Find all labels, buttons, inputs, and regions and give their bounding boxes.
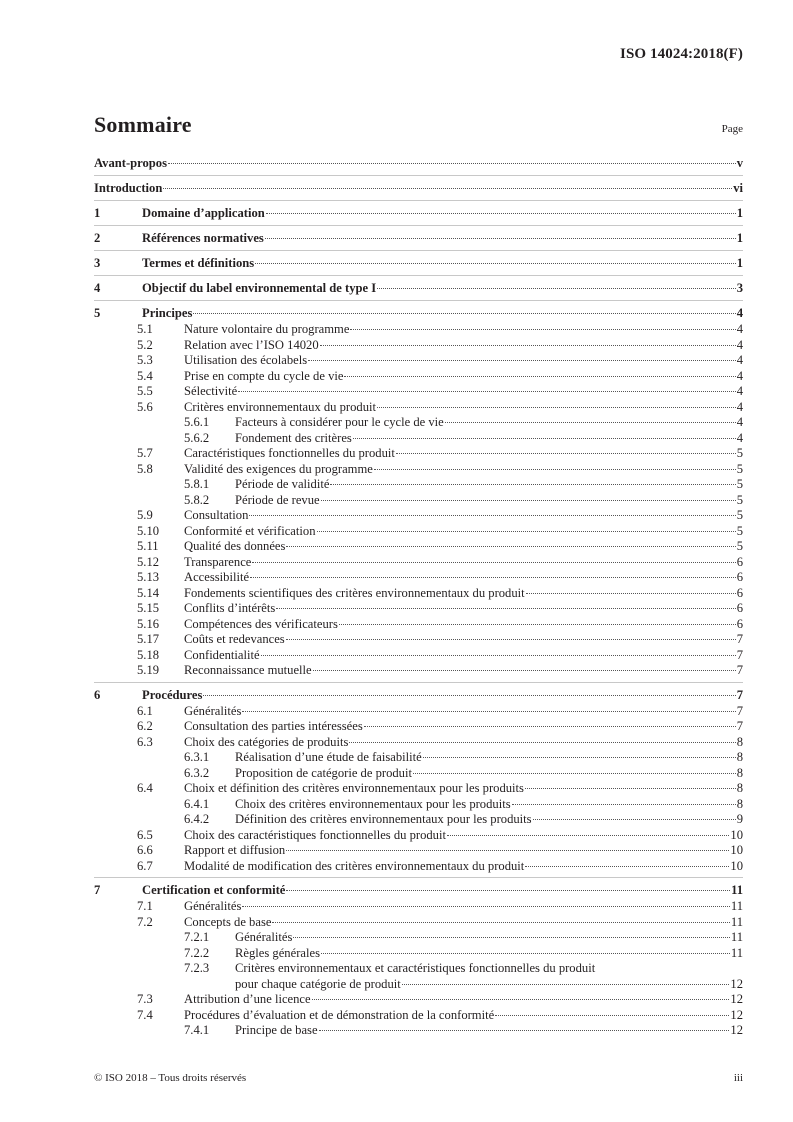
toc-entry-5-19[interactable] [94, 663, 743, 679]
toc-entry-label: Consultation des parties intéressées [184, 719, 363, 733]
toc-entry-page: 7 [736, 703, 743, 718]
toc-entry-line2 [235, 977, 743, 993]
leader-dots [265, 238, 736, 239]
toc-entry-number: 5.7 [137, 446, 153, 460]
toc-entry-number: 7.2 [137, 914, 153, 929]
toc-entry-label: Compétences des vérificateurs [184, 616, 338, 631]
toc-entry-5-15[interactable] [94, 601, 743, 617]
toc-entry-page: 5 [736, 461, 743, 476]
toc-entry-6-4-1[interactable] [94, 797, 743, 813]
leader-dots [330, 484, 735, 485]
toc-entry-5-7[interactable] [94, 446, 743, 462]
toc-entry-number: 7.4.1 [184, 1023, 210, 1037]
leader-dots [250, 577, 736, 578]
toc-entry-page: 3 [736, 281, 743, 295]
toc-entry-number: 5 [94, 306, 101, 320]
toc-entry-section-4[interactable] [94, 276, 743, 300]
toc-entry-label: Domaine d’application [142, 206, 265, 220]
toc-entry-label: Modalité de modification des critères environnementaux du produit [184, 858, 525, 873]
page-number: iii [733, 1072, 743, 1084]
toc-entry-label: Règles générales [235, 945, 320, 960]
toc-entry-page: 7 [736, 663, 743, 677]
toc-entry-page: 5 [736, 492, 743, 507]
toc-entry-5-8-1[interactable] [94, 477, 743, 493]
leader-dots [533, 819, 736, 820]
toc-entry-label: Définition des critères environnementaux pour les produits [235, 812, 532, 826]
toc-entry-5-1[interactable] [94, 322, 743, 338]
toc-entry-section-1[interactable] [94, 201, 743, 225]
leader-dots [350, 329, 735, 330]
toc-entry-number: 7.3 [137, 992, 153, 1006]
toc-entry-page: 4 [736, 384, 743, 398]
toc-entry-page: 4 [736, 368, 743, 383]
toc-entry-page: 11 [730, 899, 743, 913]
toc-entry-label: Attribution d’une licence [184, 992, 311, 1006]
toc-entry-7-4-1[interactable] [94, 1023, 743, 1039]
toc-entry-page: 11 [730, 930, 743, 944]
toc-entry-number: 3 [94, 256, 101, 270]
toc-entry-page: 1 [736, 231, 743, 245]
leader-dots [242, 906, 730, 907]
toc-entry-label: Qualité des données [184, 539, 286, 553]
leader-dots [317, 531, 736, 532]
toc-entry-number: 5.2 [137, 337, 153, 352]
toc-entry-6-7[interactable] [94, 859, 743, 875]
toc-entry-6-2[interactable] [94, 719, 743, 735]
toc-entry-6-6[interactable] [94, 843, 743, 859]
toc-entry-number: 7.2.1 [184, 930, 210, 944]
toc-entry-number: 5.19 [137, 663, 160, 677]
toc-entry-label: Conformité et vérification [184, 523, 316, 538]
leader-dots [286, 639, 736, 640]
toc-entry-page: 6 [736, 585, 743, 600]
toc-entry-label: Certification et conformité [142, 883, 286, 897]
toc-entry-page: 4 [736, 337, 743, 352]
toc-entry-label: Sélectivité [184, 384, 238, 398]
toc-entry-7-2-2[interactable] [94, 946, 743, 962]
toc-entry-number: 5.9 [137, 508, 153, 522]
toc-entry-page: 1 [736, 256, 743, 270]
toc-entry-label: Confidentialité [184, 647, 260, 662]
toc-entry-page: 7 [736, 719, 743, 733]
toc-entry-page: 12 [730, 1023, 743, 1037]
toc-entry-number: 5.17 [137, 632, 160, 646]
toc-entry-page: 5 [736, 477, 743, 491]
leader-dots [339, 624, 736, 625]
leader-dots [423, 757, 736, 758]
toc-entry-5-12[interactable] [94, 555, 743, 571]
toc-entry-label: Accessibilité [184, 570, 250, 584]
toc-entry-label: Proposition de catégorie de produit [235, 765, 412, 780]
toc-entry-page: 4 [736, 353, 743, 367]
toc-entry-page: 6 [736, 554, 743, 569]
toc-entry-7-3[interactable] [94, 992, 743, 1008]
leader-dots [261, 655, 736, 656]
leader-dots [276, 608, 735, 609]
toc-entry-number: 5.5 [137, 384, 153, 398]
toc-entry-6-3[interactable] [94, 735, 743, 751]
toc-entry-5-6-1[interactable] [94, 415, 743, 431]
leader-dots [252, 562, 735, 563]
toc-entry-7-2-1[interactable] [94, 930, 743, 946]
toc-entry-page: 7 [736, 687, 743, 702]
toc-entry-5-8[interactable] [94, 462, 743, 478]
toc-entry-label: Critères environnementaux du produit [184, 399, 377, 414]
leader-dots [445, 422, 736, 423]
toc-entry-number: 5.6.1 [184, 415, 210, 429]
toc-entry-number: 1 [94, 206, 101, 220]
leader-dots [320, 345, 736, 346]
toc-entry-label: Rapport et diffusion [184, 843, 286, 857]
toc-entry-label: Procédures [142, 687, 203, 702]
leader-dots [203, 695, 735, 696]
toc-entry-number: 6.3 [137, 734, 153, 749]
leader-dots [286, 546, 735, 547]
toc-entry-page: 9 [736, 812, 743, 826]
toc-entry-label: Validité des exigences du programme [184, 461, 373, 476]
toc-entry-label: Prise en compte du cycle de vie [184, 368, 344, 383]
toc-entry-number: 6.3.2 [184, 765, 210, 780]
toc-entry-label-wrapped [235, 961, 743, 992]
leader-dots [312, 999, 730, 1000]
leader-dots [266, 213, 736, 214]
toc-entry-page: 10 [730, 827, 743, 842]
toc-entry-label: Coûts et redevances [184, 632, 285, 646]
leader-dots [413, 773, 736, 774]
toc-entry-label: Choix des catégories de produits [184, 734, 349, 749]
toc-entry-page: 5 [736, 446, 743, 460]
toc-entry-5-10[interactable] [94, 524, 743, 540]
leader-dots [526, 593, 736, 594]
toc-entry-label: Conflits d’intérêts [184, 601, 276, 615]
leader-dots [374, 469, 736, 470]
toc-entry-number: 7.4 [137, 1007, 153, 1022]
toc-entry-number: 5.8.2 [184, 492, 210, 507]
leader-dots [319, 1030, 730, 1031]
toc-entry-section-2[interactable] [94, 226, 743, 250]
toc-entry-5-9[interactable] [94, 508, 743, 524]
toc-entry-label: Fondement des critères [235, 430, 352, 445]
divider [94, 877, 743, 878]
toc-entry-page: 11 [730, 914, 743, 929]
page-title: Sommaire [94, 112, 192, 137]
toc-entry-label: Utilisation des écolabels [184, 353, 308, 367]
toc-entry-6-4-2[interactable] [94, 812, 743, 828]
toc-entry-label: Caractéristiques fonctionnelles du produit [184, 446, 395, 460]
toc-entry-page: 4 [736, 415, 743, 429]
toc-entry-page: 8 [736, 750, 743, 764]
toc-entry-page: 7 [736, 647, 743, 662]
toc-entry-number: 6.4.1 [184, 796, 210, 811]
toc-entry-number: 7.2.3 [184, 961, 210, 975]
leader-dots [238, 391, 736, 392]
toc-entry-avant-propos[interactable] [94, 151, 743, 175]
toc-entry-label: Références normatives [142, 231, 264, 245]
toc-entry-number: 7.1 [137, 899, 153, 913]
leader-dots [308, 360, 736, 361]
toc-entry-number: 5.10 [137, 523, 160, 538]
toc-entry-page: 4 [736, 306, 743, 320]
toc-entry-label: Reconnaissance mutuelle [184, 663, 312, 677]
toc-entry-5-6[interactable] [94, 400, 743, 416]
leader-dots [525, 788, 736, 789]
toc-entry-6-4[interactable] [94, 781, 743, 797]
toc-entry-label: Généralités [184, 899, 242, 913]
leader-dots [272, 922, 729, 923]
toc-entry-5-4[interactable] [94, 369, 743, 385]
toc-entry-page: 1 [736, 206, 743, 220]
toc-entry-label: Relation avec l’ISO 14020 [184, 337, 319, 352]
toc-entry-label-line1: Critères environnementaux et caractéristiques fonctionnelles du produit [235, 961, 596, 975]
toc-entry-number: 2 [94, 231, 101, 245]
leader-dots [313, 670, 736, 671]
toc-entry-section-3[interactable] [94, 251, 743, 275]
document-id: ISO 14024:2018(F) [620, 46, 743, 62]
toc-entry-page: 4 [736, 399, 743, 414]
leader-dots [286, 850, 729, 851]
table-of-contents [94, 151, 743, 1039]
toc-entry-page: 12 [730, 976, 743, 991]
toc-entry-5-11[interactable] [94, 539, 743, 555]
toc-entry-label: Avant-propos [94, 156, 168, 170]
divider [94, 682, 743, 683]
toc-entry-label: Procédures d’évaluation et de démonstration de la conformité [184, 1007, 495, 1022]
toc-entry-7-2-3[interactable] [94, 961, 743, 992]
leader-dots [377, 407, 736, 408]
leader-dots [249, 515, 735, 516]
copyright-notice: © ISO 2018 – Tous droits réservés [94, 1072, 247, 1084]
toc-entry-label: Nature volontaire du programme [184, 322, 350, 336]
toc-entry-7-4[interactable] [94, 1008, 743, 1024]
toc-entry-page: 11 [730, 945, 743, 960]
toc-entry-number: 5.4 [137, 368, 153, 383]
leader-dots [321, 500, 736, 501]
toc-entry-number: 5.13 [137, 570, 160, 584]
toc-entry-5-5[interactable] [94, 384, 743, 400]
leader-dots [168, 163, 736, 164]
toc-entry-page: 5 [736, 539, 743, 553]
toc-entry-5-8-2[interactable] [94, 493, 743, 509]
toc-entry-page: 5 [736, 523, 743, 538]
toc-entry-page: 6 [736, 601, 743, 615]
toc-entry-number: 6 [94, 687, 101, 702]
toc-entry-label: Principes [142, 306, 193, 320]
divider [94, 300, 743, 301]
leader-dots [525, 866, 729, 867]
toc-entry-label: Objectif du label environnemental de type I [142, 281, 377, 295]
toc-entry-number: 4 [94, 281, 101, 295]
toc-entry-number: 5.16 [137, 616, 160, 631]
leader-dots [344, 376, 735, 377]
toc-entry-page: 7 [736, 632, 743, 646]
leader-dots [364, 726, 736, 727]
leader-dots [242, 711, 735, 712]
toc-entry-page: 5 [736, 508, 743, 522]
toc-entry-label: Introduction [94, 181, 163, 195]
title-row [94, 112, 743, 138]
toc-entry-page: 10 [730, 858, 743, 873]
toc-entry-number: 5.8.1 [184, 477, 210, 491]
toc-entry-page: 8 [736, 781, 743, 795]
toc-entry-page: 6 [736, 616, 743, 631]
leader-dots [512, 804, 736, 805]
toc-entry-number: 6.4 [137, 781, 153, 795]
toc-entry-6-1[interactable] [94, 704, 743, 720]
toc-entry-label: Réalisation d’une étude de faisabilité [235, 750, 422, 764]
toc-entry-label: Termes et définitions [142, 256, 255, 270]
toc-entry-label: Généralités [184, 703, 242, 718]
toc-entry-label: Période de validité [235, 477, 330, 491]
page-column-label: Page [721, 123, 743, 135]
toc-entry-page: 10 [730, 843, 743, 857]
toc-entry-number: 6.6 [137, 843, 153, 857]
toc-entry-label: Choix et définition des critères environnementaux pour les produits [184, 781, 524, 795]
toc-entry-number: 5.12 [137, 554, 160, 569]
toc-entry-label: Choix des critères environnementaux pour les produits [235, 796, 511, 811]
toc-entry-number: 5.14 [137, 585, 160, 600]
toc-entry-number: 5.1 [137, 322, 153, 336]
toc-entry-number: 7.2.2 [184, 945, 210, 960]
toc-entry-number: 6.5 [137, 827, 153, 842]
leader-dots [396, 453, 736, 454]
toc-entry-label: Concepts de base [184, 914, 272, 929]
leader-dots [163, 188, 732, 189]
toc-entry-page: 4 [736, 322, 743, 336]
toc-entry-number: 5.6 [137, 399, 153, 414]
leader-dots [377, 288, 736, 289]
toc-entry-section-5[interactable] [94, 304, 743, 322]
leader-dots [495, 1015, 729, 1016]
toc-entry-label-line2: pour chaque catégorie de produit [235, 976, 401, 991]
toc-entry-page: 12 [730, 992, 743, 1006]
toc-entry-5-6-2[interactable] [94, 431, 743, 447]
toc-entry-5-14[interactable] [94, 586, 743, 602]
toc-entry-5-3[interactable] [94, 353, 743, 369]
toc-entry-page: 12 [730, 1007, 743, 1022]
toc-entry-number: 7 [94, 883, 101, 897]
toc-entry-label: Consultation [184, 508, 249, 522]
toc-entry-number: 6.2 [137, 719, 153, 733]
toc-entry-number: 5.3 [137, 353, 153, 367]
toc-entry-number: 6.1 [137, 703, 153, 718]
toc-entry-number: 5.6.2 [184, 430, 210, 445]
leader-dots [353, 438, 736, 439]
toc-entry-page: 4 [736, 430, 743, 445]
toc-entry-5-2[interactable] [94, 338, 743, 354]
toc-entry-page: 11 [731, 883, 743, 897]
toc-entry-number: 5.15 [137, 601, 160, 615]
toc-entry-number: 5.18 [137, 647, 160, 662]
toc-entry-page: 6 [736, 570, 743, 584]
toc-entry-page: 8 [736, 734, 743, 749]
toc-entry-section-7[interactable] [94, 881, 743, 899]
toc-entry-number: 6.7 [137, 858, 153, 873]
toc-entry-6-3-2[interactable] [94, 766, 743, 782]
toc-entry-section-6[interactable] [94, 686, 743, 704]
toc-entry-number: 6.3.1 [184, 750, 210, 764]
toc-entry-6-5[interactable] [94, 828, 743, 844]
toc-entry-label: Généralités [235, 930, 293, 944]
toc-entry-label: Choix des caractéristiques fonctionnelles du produit [184, 827, 446, 842]
leader-dots [255, 263, 736, 264]
leader-dots [286, 890, 730, 891]
toc-entry-label: Principe de base [235, 1023, 318, 1037]
toc-entry-number: 5.8 [137, 461, 153, 476]
toc-entry-7-2[interactable] [94, 915, 743, 931]
toc-entry-page: 8 [736, 796, 743, 811]
toc-entry-label: Transparence [184, 554, 252, 569]
toc-entry-number: 6.4.2 [184, 812, 210, 826]
page-footer [94, 1072, 743, 1084]
toc-entry-5-13[interactable] [94, 570, 743, 586]
toc-entry-label: Période de revue [235, 492, 320, 507]
leader-dots [193, 313, 735, 314]
toc-entry-5-16[interactable] [94, 617, 743, 633]
leader-dots [321, 953, 730, 954]
toc-entry-number: 5.11 [137, 539, 159, 553]
leader-dots [349, 742, 735, 743]
toc-entry-page: vi [733, 181, 743, 195]
toc-entry-6-3-1[interactable] [94, 750, 743, 766]
leader-dots [447, 835, 729, 836]
toc-entry-5-18[interactable] [94, 648, 743, 664]
toc-entry-page: 8 [736, 765, 743, 780]
leader-dots [293, 937, 730, 938]
toc-entry-label: Facteurs à considérer pour le cycle de vie [235, 415, 444, 429]
toc-entry-page: v [736, 156, 743, 170]
toc-entry-7-1[interactable] [94, 899, 743, 915]
toc-entry-introduction[interactable] [94, 176, 743, 200]
leader-dots [402, 984, 730, 985]
toc-entry-label: Fondements scientifiques des critères environnementaux du produit [184, 585, 525, 600]
toc-entry-5-17[interactable] [94, 632, 743, 648]
